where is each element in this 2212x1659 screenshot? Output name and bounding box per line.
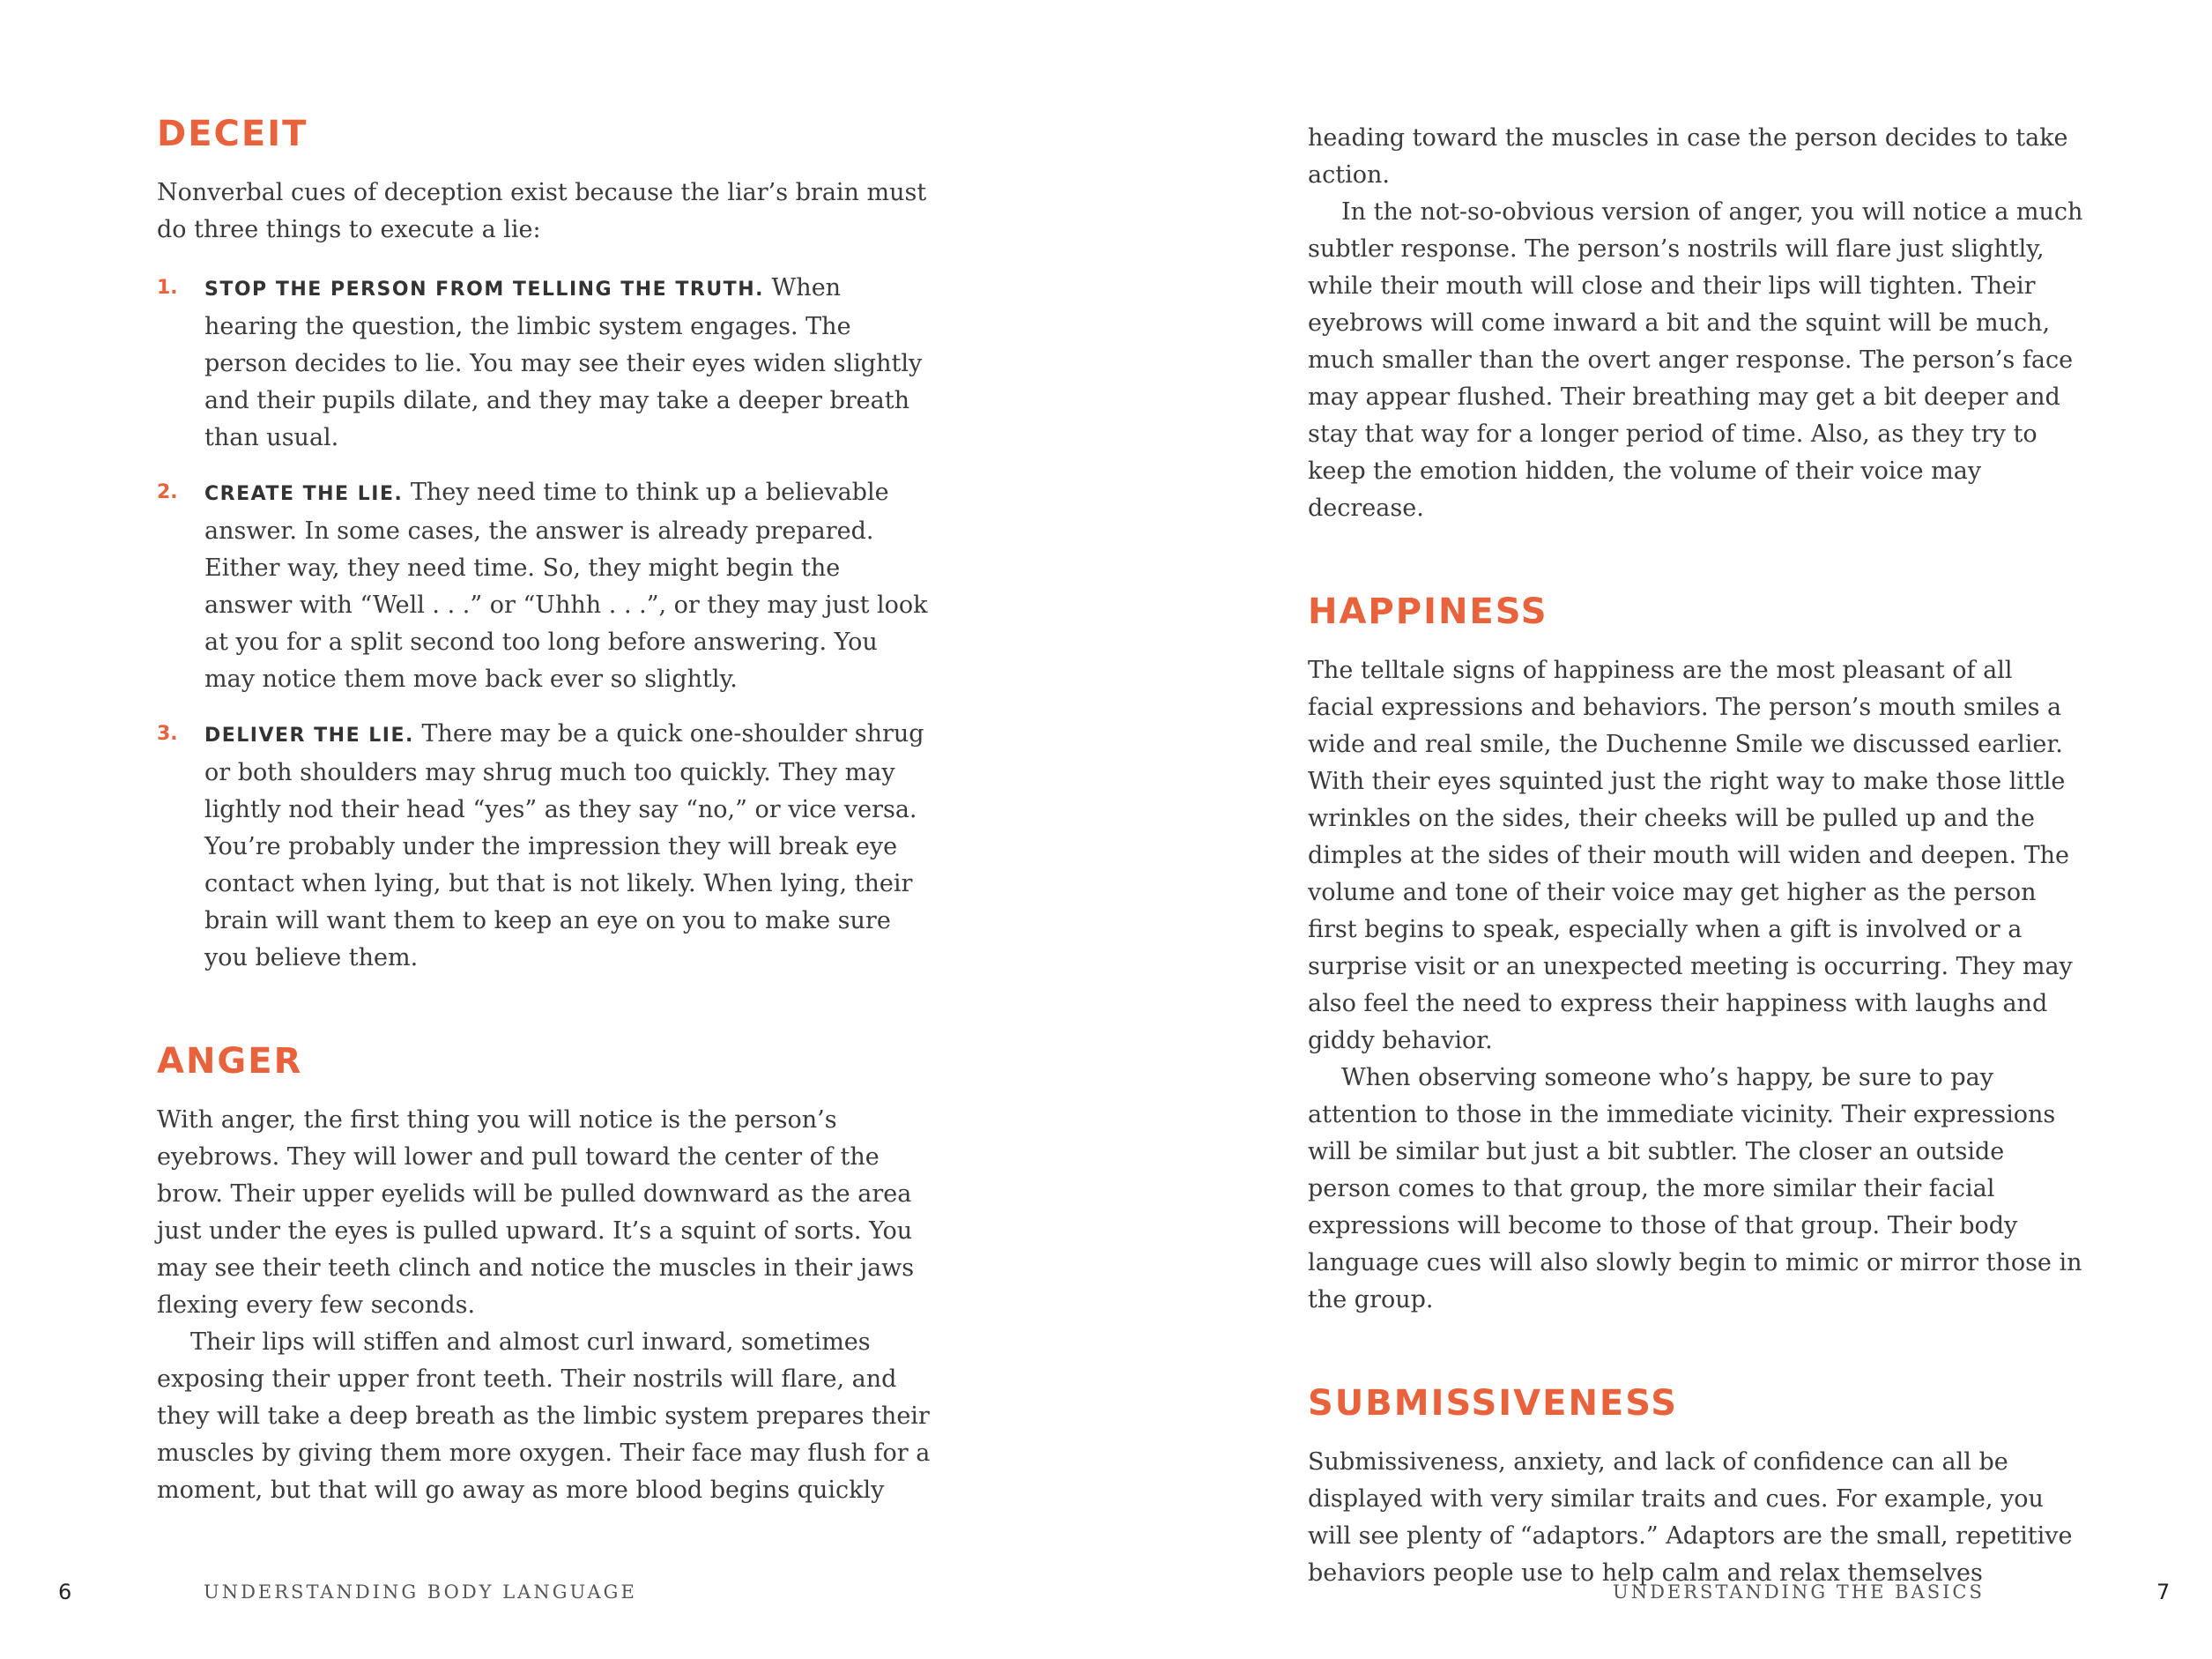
right-page <box>1106 0 2212 1659</box>
step-number: 3. <box>157 723 178 745</box>
step-number: 2. <box>157 481 178 503</box>
submissiveness-paragraph-1: Submissiveness, anxiety, and lack of confidence can all be displayed with very similar traits and cues. For example, you will see plenty of “adaptors.” Adaptors are the small, repetitive behaviors people use to help calm and relax themselves <box>1308 1448 2073 1587</box>
right-column <box>1308 120 2083 1592</box>
anger-continued-paragraph-1: heading toward the muscles in case the person decides to take action. <box>1308 124 2068 189</box>
anger-paragraph-2: Their lips will stiffen and almost curl inward, sometimes exposing their upper front teeth. Their nostrils will flare, and they will take a deep breath as the limbic system prepares their muscles by giving them more oxygen. Their face may flush for a moment, but that will go away as more blood begins quickly <box>157 1328 931 1504</box>
section-heading-anger: ANGER <box>157 1041 303 1082</box>
anger-paragraph-1: With anger, the first thing you will notice is the person’s eyebrows. They will lower and pull toward the center of the brow. Their upper eyelids will be pulled downward as the area just under the eyes is pulled upward. It’s a squint of sorts. You may see their teeth clinch and notice the muscles in their jaws flexing every few seconds. <box>157 1106 915 1319</box>
page-number-right: 7 <box>2156 1580 2171 1604</box>
left-column <box>157 113 932 1509</box>
running-header-right: UNDERSTANDING THE BASICS <box>1613 1581 1985 1603</box>
happiness-paragraph-1: The telltale signs of happiness are the most pleasant of all facial expressions and behaviors. The person’s mouth smiles a wide and real smile, the Duchenne Smile we discussed earlier. With their eyes squinted just the right way to make those little wrinkles on the sides, their cheeks will be pulled up and the dimples at the sides of their mouth will widen and deepen. The volume and tone of their voice may get higher as the person first begins to speak, especially when a gift is involved or a surprise visit or an unexpected meeting is occurring. They may also feel the need to express their happiness with laughs and giddy behavior. <box>1308 657 2073 1054</box>
step-text: They need time to think up a believable answer. In some cases, the answer is already prepared. Either way, they need time. So, they might begin the answer with “Well . . .” or “Uhhh . . .”, or they may just look at you for a split second too long before answering. You may notice them move back ever so slightly. <box>204 479 928 693</box>
list-item <box>157 270 932 457</box>
step-text: There may be a quick one-shoulder shrug or both shoulders may shrug much too quickly. They may lightly nod their head “yes” as they say “no,” or vice versa. You’re probably under the impression they will break eye contact when lying, but that is not likely. When lying, their brain will want them to keep an eye on you to make sure you believe them. <box>204 720 924 971</box>
happiness-paragraph-2: When observing someone who’s happy, be sure to pay attention to those in the immediate vicinity. Their expressions will be similar but just a bit subtler. The closer an outside person comes to that group, the more similar their facial expressions will become to those of that group. Their body language cues will also slowly begin to mimic or mirror those in the group. <box>1308 1064 2082 1313</box>
deceit-intro: Nonverbal cues of deception exist because the liar’s brain must do three things to execute a lie: <box>157 179 927 243</box>
page-number-left: 6 <box>58 1580 72 1604</box>
step-lead: CREATE THE LIE. <box>204 483 404 505</box>
step-text: When hearing the question, the limbic system engages. The person decides to lie. You may see their eyes widen slightly and their pupils dilate, and they may take a deeper breath than usual. <box>204 274 923 451</box>
section-heading-happiness: HAPPINESS <box>1308 591 1548 632</box>
anger-continued-paragraph-2: In the not-so-obvious version of anger, you will notice a much subtler response. The person’s nostrils will flare just slightly, while their mouth will close and their lips will tighten. Their eyebrows will come inward a bit and the squint will be much, much smaller than the overt anger response. The person’s face may appear flushed. Their breathing may get a bit deeper and stay that way for a longer period of time. Also, as they try to keep the emotion hidden, the volume of their voice may decrease. <box>1308 198 2083 522</box>
list-item <box>157 474 932 698</box>
step-lead: STOP THE PERSON FROM TELLING THE TRUTH. <box>204 279 764 301</box>
step-lead: DELIVER THE LIE. <box>204 725 414 747</box>
section-heading-deceit: DECEIT <box>157 114 308 154</box>
running-header-left: UNDERSTANDING BODY LANGUAGE <box>204 1581 637 1603</box>
step-number: 1. <box>157 277 178 299</box>
deceit-steps-list <box>157 270 932 977</box>
list-item <box>157 716 932 977</box>
section-heading-submissiveness: SUBMISSIVENESS <box>1308 1383 1679 1424</box>
